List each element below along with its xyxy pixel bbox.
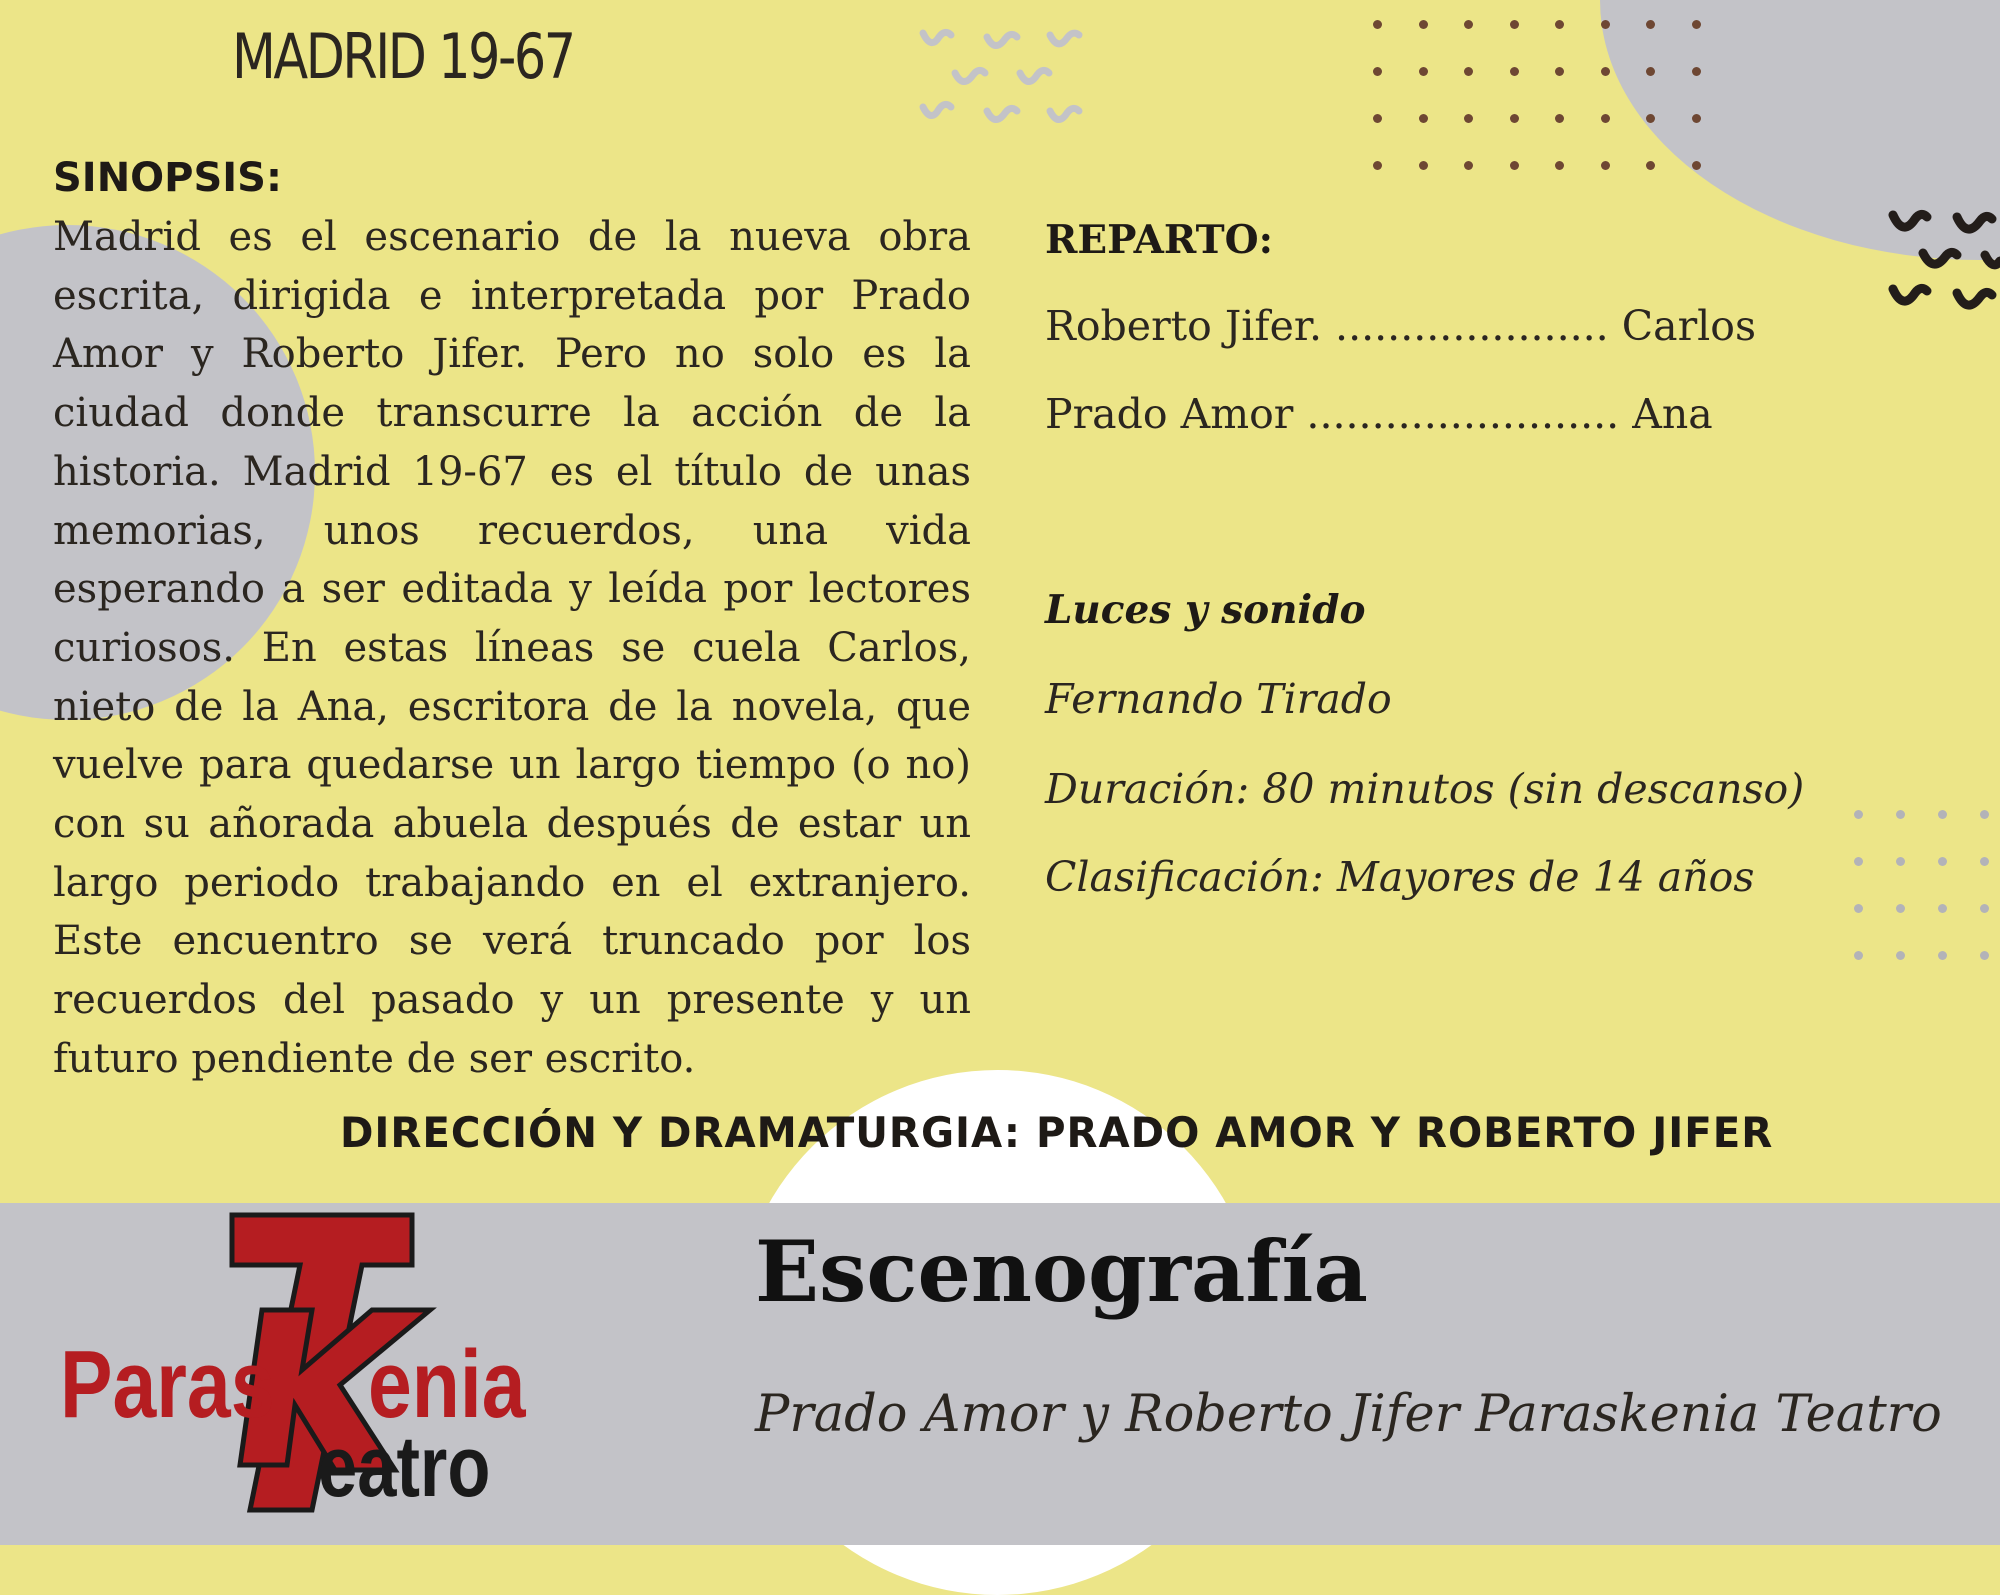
decorative-dot xyxy=(1646,20,1655,29)
decorative-dot xyxy=(1938,951,1947,960)
chevron-pattern-right xyxy=(1885,205,2000,320)
decorative-dot xyxy=(1896,951,1905,960)
decorative-dot xyxy=(1938,857,1947,866)
paraskenia-teatro-logo xyxy=(50,1210,630,1525)
decorative-dot xyxy=(1373,114,1382,123)
decorative-dot xyxy=(1896,904,1905,913)
logo-text-paras: Paras xyxy=(60,1331,275,1438)
decorative-dot xyxy=(1980,857,1989,866)
decorative-dot xyxy=(1510,161,1519,170)
direction-credit: DIRECCIÓN Y DRAMATURGIA: PRADO AMOR Y ROBERTO JIFER xyxy=(340,1108,1774,1157)
decorative-dot xyxy=(1601,67,1610,76)
decorative-dot xyxy=(1601,161,1610,170)
cast-row xyxy=(1045,302,1756,350)
decorative-dot xyxy=(1854,904,1863,913)
cast-actor: Roberto Jifer. xyxy=(1045,302,1322,350)
decorative-dot xyxy=(1555,20,1564,29)
decorative-dot xyxy=(1419,20,1428,29)
logo-text-enia: enia xyxy=(368,1331,526,1438)
decorative-dot xyxy=(1896,810,1905,819)
set-design-heading: Escenografía xyxy=(755,1222,1368,1321)
decorative-dot xyxy=(1373,20,1382,29)
decorative-dot xyxy=(1692,114,1701,123)
decorative-dot xyxy=(1555,161,1564,170)
decorative-dot xyxy=(1646,67,1655,76)
play-title: MADRID 19-67 xyxy=(232,20,574,93)
dot-grid-top xyxy=(1373,20,1737,208)
decorative-dot xyxy=(1980,904,1989,913)
cast-row xyxy=(1045,390,1713,438)
lighting-heading: Luces y sonido xyxy=(1045,587,1366,633)
decorative-dot xyxy=(1419,161,1428,170)
decorative-dot xyxy=(1646,161,1655,170)
cast-actor: Prado Amor xyxy=(1045,390,1294,438)
synopsis-heading: SINOPSIS: xyxy=(53,155,282,201)
cast-dots: ..................... xyxy=(1335,302,1609,350)
decorative-dot xyxy=(1464,20,1473,29)
decorative-dot xyxy=(1601,114,1610,123)
decorative-dot xyxy=(1464,67,1473,76)
decorative-dot xyxy=(1854,810,1863,819)
decorative-dot xyxy=(1854,951,1863,960)
decorative-dot xyxy=(1601,20,1610,29)
decorative-dot xyxy=(1938,904,1947,913)
decorative-dot xyxy=(1896,857,1905,866)
decorative-dot xyxy=(1464,161,1473,170)
decorative-dot xyxy=(1692,20,1701,29)
synopsis-body: Madrid es el escenario de la nueva obra escrita, dirigida e interpretada por Prado Amor y Roberto Jifer. Pero no solo es la ciudad donde transcurre la acción de la historia. Madrid 19-67 es el título de unas memorias, unos recuerdos, una vida esperando a ser editada y leída por lectores curiosos. En estas líneas se cuela Carlos, nieto de la Ana, escritora de la novela, que vuelve para quedarse un largo tiempo (o no) con su añorada abuela después de estar un largo periodo trabajando en el extranjero. Este encuentro se verá truncado por los recuerdos del pasado y un presente y un futuro pendiente de ser escrito. xyxy=(53,214,971,1082)
cast-dots: ........................ xyxy=(1306,390,1620,438)
decorative-dot xyxy=(1510,67,1519,76)
decorative-dot xyxy=(1464,114,1473,123)
set-design-credit: Prado Amor y Roberto Jifer Paraskenia Teatro xyxy=(755,1385,1942,1444)
decorative-dot xyxy=(1510,114,1519,123)
decorative-dot xyxy=(1980,810,1989,819)
decorative-dot xyxy=(1555,114,1564,123)
decorative-dot xyxy=(1373,161,1382,170)
decorative-dot xyxy=(1938,810,1947,819)
rating-info: Clasificación: Mayores de 14 años xyxy=(1045,853,1755,901)
decorative-dot xyxy=(1980,951,1989,960)
logo-text-eatro: eatro xyxy=(318,1419,491,1515)
dot-grid-right xyxy=(1854,810,2000,998)
decorative-dot xyxy=(1692,67,1701,76)
decorative-dot xyxy=(1419,67,1428,76)
decorative-dot xyxy=(1555,67,1564,76)
cast-role: Ana xyxy=(1632,390,1713,438)
chevron-pattern-top xyxy=(915,25,1105,140)
decorative-dot xyxy=(1646,114,1655,123)
cast-heading: REPARTO: xyxy=(1045,217,1274,263)
decorative-dot xyxy=(1854,857,1863,866)
decorative-dot xyxy=(1692,161,1701,170)
decorative-dot xyxy=(1373,67,1382,76)
lighting-name: Fernando Tirado xyxy=(1045,675,1392,723)
decorative-dot xyxy=(1419,114,1428,123)
cast-role: Carlos xyxy=(1621,302,1757,350)
decorative-dot xyxy=(1510,20,1519,29)
duration-info: Duración: 80 minutos (sin descanso) xyxy=(1045,765,1805,813)
